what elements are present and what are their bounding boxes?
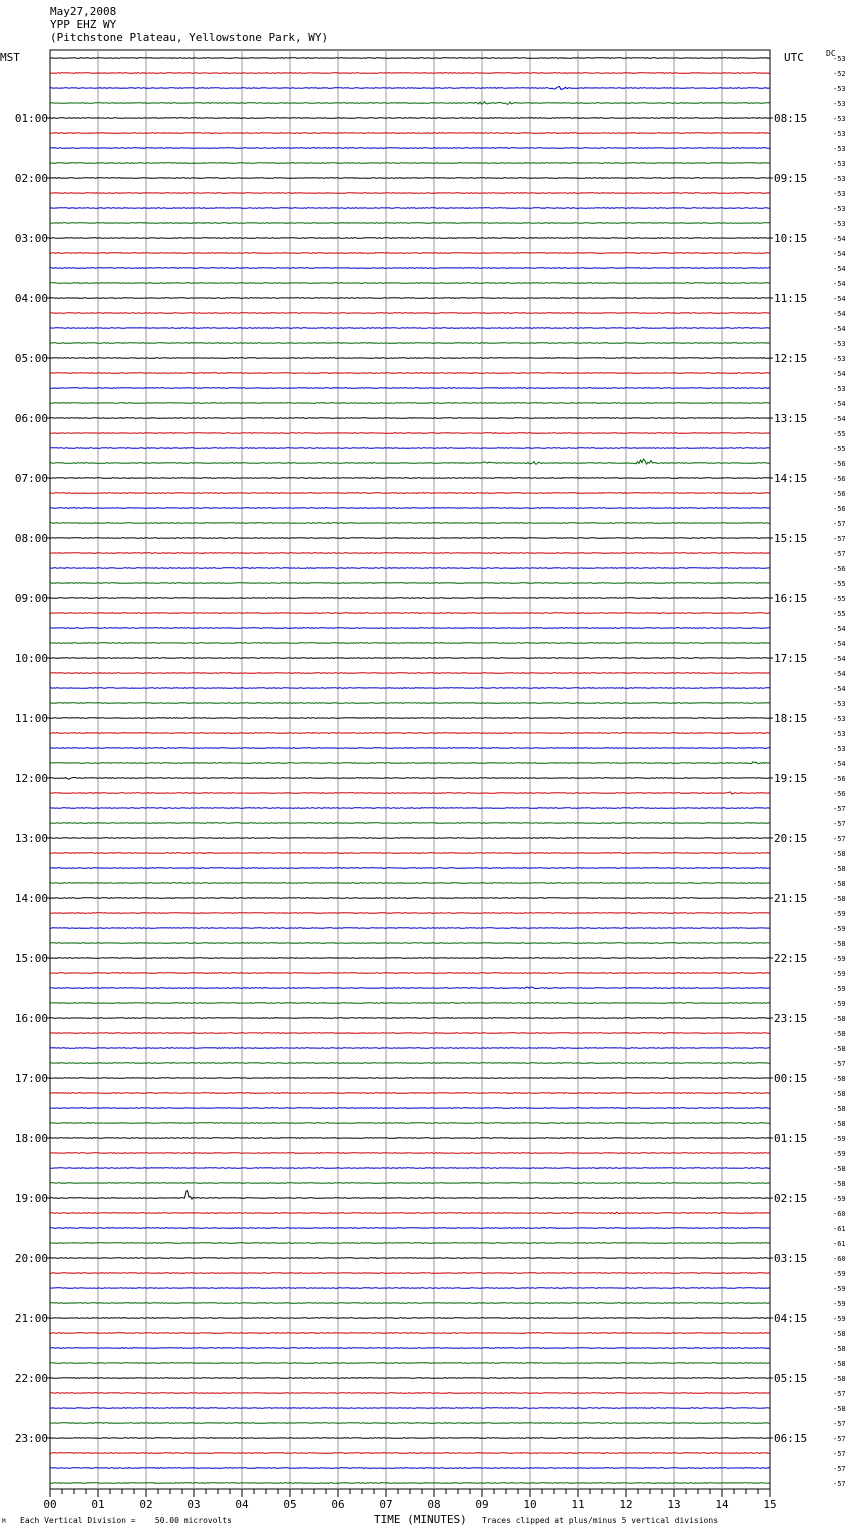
dc-offset-label: -53 <box>833 175 846 183</box>
dc-offset-label: -59 <box>833 1270 846 1278</box>
utc-hour-label: 15:15 <box>774 532 808 545</box>
dc-offset-label: -58 <box>833 895 846 903</box>
mst-hour-label: 04:00 <box>14 292 48 305</box>
utc-hour-label: 22:15 <box>774 952 808 965</box>
trace-line <box>50 1303 770 1304</box>
dc-offset-label: -54 <box>833 670 846 678</box>
trace-line <box>50 1153 770 1154</box>
mst-hour-label: 15:00 <box>14 952 48 965</box>
trace-line <box>50 1438 770 1439</box>
dc-offset-label: -53 <box>833 55 846 63</box>
utc-hour-label: 05:15 <box>774 1372 808 1385</box>
trace-line <box>50 418 770 419</box>
utc-hour-label: 19:15 <box>774 772 808 785</box>
trace-line <box>50 583 770 584</box>
trace-line <box>50 1078 770 1079</box>
trace-line <box>50 928 770 929</box>
trace-line <box>50 163 770 164</box>
trace-line <box>50 1243 770 1244</box>
trace-line <box>50 1168 770 1169</box>
footer-mark: M <box>2 1518 6 1525</box>
dc-offset-label: -53 <box>833 745 846 753</box>
trace-line <box>50 193 770 194</box>
dc-offset-label: -59 <box>833 955 846 963</box>
trace-line <box>50 1348 770 1349</box>
dc-offset-label: -59 <box>833 1195 846 1203</box>
trace-line <box>50 298 770 299</box>
trace-line <box>50 1393 770 1394</box>
dc-offset-label: -53 <box>833 130 846 138</box>
dc-offset-label: -58 <box>833 1180 846 1188</box>
trace-line <box>50 178 770 179</box>
trace-line <box>50 838 770 839</box>
x-tick-label: 11 <box>571 1498 585 1511</box>
dc-offset-label: -53 <box>833 145 846 153</box>
utc-hour-label: 04:15 <box>774 1312 808 1325</box>
dc-offset-label: -54 <box>833 640 846 648</box>
dc-offset-label: -59 <box>833 1135 846 1143</box>
dc-offset-label: -58 <box>833 1345 846 1353</box>
utc-hour-label: 13:15 <box>774 412 808 425</box>
trace-line <box>50 883 770 884</box>
dc-offset-label: -53 <box>833 220 846 228</box>
trace-line <box>50 1003 770 1004</box>
trace-line <box>50 733 770 734</box>
trace-line <box>50 777 770 779</box>
trace-line <box>50 1423 770 1424</box>
trace-line <box>50 1363 770 1364</box>
clip-note: Traces clipped at plus/minus 5 vertical divisions <box>482 1516 719 1525</box>
dc-offset-label: -53 <box>833 730 846 738</box>
trace-line <box>50 373 770 374</box>
mst-hour-label: 21:00 <box>14 1312 48 1325</box>
trace-line <box>50 868 770 869</box>
trace-line <box>50 808 770 809</box>
location-label: (Pitchstone Plateau, Yellowstone Park, WY) <box>50 31 329 44</box>
trace-line <box>50 343 770 344</box>
mst-hour-label: 06:00 <box>14 412 48 425</box>
dc-offset-label: -55 <box>833 580 846 588</box>
dc-offset-label: -57 <box>833 1060 846 1068</box>
dc-offset-label: -54 <box>833 415 846 423</box>
trace-line <box>50 643 770 644</box>
trace-line <box>50 208 770 209</box>
trace-line <box>50 223 770 224</box>
dc-offset-label: -59 <box>833 985 846 993</box>
dc-offset-label: -57 <box>833 1435 846 1443</box>
trace-line <box>50 133 770 134</box>
dc-offset-label: -57 <box>833 535 846 543</box>
dc-offset-label: -53 <box>833 715 846 723</box>
trace-line <box>50 313 770 314</box>
dc-offset-label: -61 <box>833 1225 846 1233</box>
dc-offset-label: -57 <box>833 1465 846 1473</box>
x-tick-label: 09 <box>475 1498 489 1511</box>
trace-line <box>50 459 770 464</box>
utc-hour-label: 10:15 <box>774 232 808 245</box>
trace-line <box>50 253 770 254</box>
trace-line <box>50 1108 770 1109</box>
trace-line <box>50 1483 770 1484</box>
trace-line <box>50 493 770 494</box>
dc-offset-label: -58 <box>833 1120 846 1128</box>
trace-line <box>50 1228 770 1229</box>
dc-offset-label: -53 <box>833 340 846 348</box>
dc-offset-label: -59 <box>833 1000 846 1008</box>
mst-axis-title: MST <box>0 51 20 64</box>
mst-hour-label: 11:00 <box>14 712 48 725</box>
dc-offset-label: -57 <box>833 805 846 813</box>
dc-offset-label: -58 <box>833 1090 846 1098</box>
dc-offset-label: -54 <box>833 760 846 768</box>
dc-offset-label: -58 <box>833 850 846 858</box>
dc-offset-label: -60 <box>833 1255 846 1263</box>
trace-line <box>50 973 770 974</box>
dc-offset-label: -53 <box>833 205 846 213</box>
dc-offset-label: -54 <box>833 325 846 333</box>
trace-line <box>50 1212 770 1214</box>
trace-line <box>50 718 770 719</box>
dc-offset-label: -59 <box>833 925 846 933</box>
mst-hour-label: 18:00 <box>14 1132 48 1145</box>
dc-offset-label: -53 <box>833 115 846 123</box>
trace-line <box>50 628 770 629</box>
trace-line <box>50 508 770 509</box>
dc-offset-label: -53 <box>833 355 846 363</box>
mst-hour-label: 16:00 <box>14 1012 48 1025</box>
dc-offset-label: -60 <box>833 1210 846 1218</box>
x-tick-label: 14 <box>715 1498 729 1511</box>
x-axis-title: TIME (MINUTES) <box>374 1513 467 1526</box>
mst-hour-label: 09:00 <box>14 592 48 605</box>
trace-line <box>50 388 770 389</box>
dc-offset-label: -58 <box>833 1165 846 1173</box>
scale-note: Each Vertical Division = 50.00 microvolts <box>20 1516 232 1525</box>
trace-line <box>50 1408 770 1409</box>
dc-offset-label: -57 <box>833 1450 846 1458</box>
dc-offset-label: -56 <box>833 505 846 513</box>
trace-line <box>50 87 770 90</box>
dc-offset-label: -58 <box>833 1330 846 1338</box>
trace-line <box>50 987 770 989</box>
dc-offset-label: -56 <box>833 565 846 573</box>
mst-hour-label: 12:00 <box>14 772 48 785</box>
trace-line <box>50 238 770 239</box>
mst-hour-label: 02:00 <box>14 172 48 185</box>
trace-line <box>50 148 770 149</box>
trace-line <box>50 1123 770 1124</box>
trace-line <box>50 1468 770 1469</box>
utc-hour-label: 14:15 <box>774 472 808 485</box>
trace-line <box>50 792 770 794</box>
trace-line <box>50 898 770 899</box>
utc-hour-label: 17:15 <box>774 652 808 665</box>
mst-hour-label: 17:00 <box>14 1072 48 1085</box>
utc-hour-label: 08:15 <box>774 112 808 125</box>
mst-hour-label: 08:00 <box>14 532 48 545</box>
dc-offset-label: -59 <box>833 970 846 978</box>
trace-line <box>50 1093 770 1094</box>
dc-offset-label: -59 <box>833 1300 846 1308</box>
utc-axis-title: UTC <box>784 51 804 64</box>
x-tick-label: 00 <box>43 1498 57 1511</box>
dc-offset-label: -57 <box>833 835 846 843</box>
mst-hour-label: 23:00 <box>14 1432 48 1445</box>
dc-offset-label: -58 <box>833 865 846 873</box>
trace-line <box>50 703 770 704</box>
dc-offset-label: -54 <box>833 280 846 288</box>
utc-hour-label: 02:15 <box>774 1192 808 1205</box>
dc-offset-label: -55 <box>833 595 846 603</box>
dc-offset-label: -54 <box>833 250 846 258</box>
utc-hour-label: 18:15 <box>774 712 808 725</box>
x-tick-label: 01 <box>91 1498 105 1511</box>
trace-line <box>50 748 770 749</box>
trace-line <box>50 1453 770 1454</box>
utc-hour-label: 12:15 <box>774 352 808 365</box>
dc-offset-label: -58 <box>833 1075 846 1083</box>
dc-offset-label: -57 <box>833 1390 846 1398</box>
trace-line <box>50 1273 770 1274</box>
dc-offset-label: -58 <box>833 1015 846 1023</box>
trace-line <box>50 403 770 404</box>
x-tick-label: 04 <box>235 1498 249 1511</box>
station-label: YPP EHZ WY <box>50 18 117 31</box>
mst-hour-label: 05:00 <box>14 352 48 365</box>
trace-line <box>50 1033 770 1034</box>
dc-offset-label: -53 <box>833 190 846 198</box>
dc-offset-label: -54 <box>833 625 846 633</box>
trace-line <box>50 1191 770 1199</box>
dc-offset-label: -53 <box>833 100 846 108</box>
dc-offset-label: -59 <box>833 910 846 918</box>
mst-hour-label: 13:00 <box>14 832 48 845</box>
trace-line <box>50 1318 770 1319</box>
x-tick-label: 06 <box>331 1498 345 1511</box>
mst-hour-label: 19:00 <box>14 1192 48 1205</box>
trace-line <box>50 283 770 284</box>
trace-line <box>50 448 770 449</box>
dc-offset-label: -56 <box>833 475 846 483</box>
dc-offset-label: -53 <box>833 700 846 708</box>
dc-offset-label: -58 <box>833 880 846 888</box>
trace-line <box>50 943 770 944</box>
mst-hour-label: 03:00 <box>14 232 48 245</box>
dc-offset-label: -59 <box>833 1315 846 1323</box>
dc-offset-label: -57 <box>833 1420 846 1428</box>
date-label: May27,2008 <box>50 5 117 18</box>
trace-line <box>50 613 770 614</box>
dc-offset-label: -56 <box>833 460 846 468</box>
utc-hour-label: 09:15 <box>774 172 808 185</box>
x-tick-label: 07 <box>379 1498 393 1511</box>
trace-line <box>50 958 770 959</box>
dc-offset-label: -58 <box>833 1030 846 1038</box>
trace-line <box>50 688 770 689</box>
x-tick-label: 10 <box>523 1498 537 1511</box>
utc-hour-label: 03:15 <box>774 1252 808 1265</box>
trace-line <box>50 478 770 479</box>
trace-line <box>50 1258 770 1259</box>
mst-hour-label: 20:00 <box>14 1252 48 1265</box>
dc-offset-label: -57 <box>833 1480 846 1488</box>
trace-line <box>50 328 770 329</box>
utc-hour-label: 16:15 <box>774 592 808 605</box>
dc-offset-label: -52 <box>833 70 846 78</box>
dc-offset-label: -54 <box>833 235 846 243</box>
trace-line <box>50 433 770 434</box>
x-tick-label: 15 <box>763 1498 777 1511</box>
trace-line <box>50 673 770 674</box>
dc-offset-label: -54 <box>833 400 846 408</box>
trace-line <box>50 568 770 569</box>
dc-axis-title: DC <box>826 49 836 58</box>
dc-offset-label: -56 <box>833 775 846 783</box>
mst-hour-label: 14:00 <box>14 892 48 905</box>
trace-line <box>50 913 770 914</box>
dc-offset-label: -57 <box>833 550 846 558</box>
trace-line <box>50 1288 770 1289</box>
mst-hour-label: 07:00 <box>14 472 48 485</box>
utc-hour-label: 21:15 <box>774 892 808 905</box>
dc-offset-label: -53 <box>833 85 846 93</box>
trace-line <box>50 1378 770 1379</box>
mst-hour-label: 01:00 <box>14 112 48 125</box>
trace-line <box>50 658 770 659</box>
dc-offset-label: -58 <box>833 1105 846 1113</box>
dc-offset-label: -54 <box>833 655 846 663</box>
trace-line <box>50 523 770 524</box>
trace-line <box>50 853 770 854</box>
dc-offset-label: -61 <box>833 1240 846 1248</box>
x-tick-label: 08 <box>427 1498 441 1511</box>
utc-hour-label: 11:15 <box>774 292 808 305</box>
dc-offset-label: -55 <box>833 610 846 618</box>
dc-offset-label: -58 <box>833 1360 846 1368</box>
trace-line <box>50 118 770 119</box>
x-tick-label: 05 <box>283 1498 297 1511</box>
trace-line <box>50 358 770 359</box>
dc-offset-label: -53 <box>833 385 846 393</box>
trace-line <box>50 73 770 74</box>
trace-line <box>50 1063 770 1064</box>
trace-line <box>50 762 770 764</box>
trace-line <box>50 538 770 539</box>
dc-offset-label: -58 <box>833 1405 846 1413</box>
dc-offset-label: -53 <box>833 160 846 168</box>
trace-line <box>50 1138 770 1139</box>
trace-line <box>50 1333 770 1334</box>
dc-offset-label: -54 <box>833 310 846 318</box>
dc-offset-label: -59 <box>833 1150 846 1158</box>
trace-line <box>50 598 770 599</box>
dc-offset-label: -54 <box>833 685 846 693</box>
utc-hour-label: 00:15 <box>774 1072 808 1085</box>
utc-hour-label: 23:15 <box>774 1012 808 1025</box>
trace-line <box>50 58 770 59</box>
mst-hour-label: 22:00 <box>14 1372 48 1385</box>
trace-line <box>50 102 770 105</box>
dc-offset-label: -54 <box>833 370 846 378</box>
trace-line <box>50 1183 770 1184</box>
trace-line <box>50 1048 770 1049</box>
x-tick-label: 12 <box>619 1498 633 1511</box>
trace-line <box>50 268 770 269</box>
dc-offset-label: -56 <box>833 490 846 498</box>
mst-hour-label: 10:00 <box>14 652 48 665</box>
dc-offset-label: -58 <box>833 1045 846 1053</box>
utc-hour-label: 20:15 <box>774 832 808 845</box>
dc-offset-label: -54 <box>833 265 846 273</box>
dc-offset-label: -58 <box>833 940 846 948</box>
trace-line <box>50 823 770 824</box>
x-tick-label: 02 <box>139 1498 153 1511</box>
x-tick-label: 13 <box>667 1498 681 1511</box>
dc-offset-label: -57 <box>833 520 846 528</box>
dc-offset-label: -54 <box>833 295 846 303</box>
dc-offset-label: -56 <box>833 790 846 798</box>
utc-hour-label: 06:15 <box>774 1432 808 1445</box>
dc-offset-label: -55 <box>833 430 846 438</box>
dc-offset-label: -55 <box>833 445 846 453</box>
trace-line <box>50 553 770 554</box>
trace-line <box>50 1018 770 1019</box>
dc-offset-label: -57 <box>833 820 846 828</box>
dc-offset-label: -59 <box>833 1285 846 1293</box>
dc-offset-label: -58 <box>833 1375 846 1383</box>
utc-hour-label: 01:15 <box>774 1132 808 1145</box>
x-tick-label: 03 <box>187 1498 201 1511</box>
